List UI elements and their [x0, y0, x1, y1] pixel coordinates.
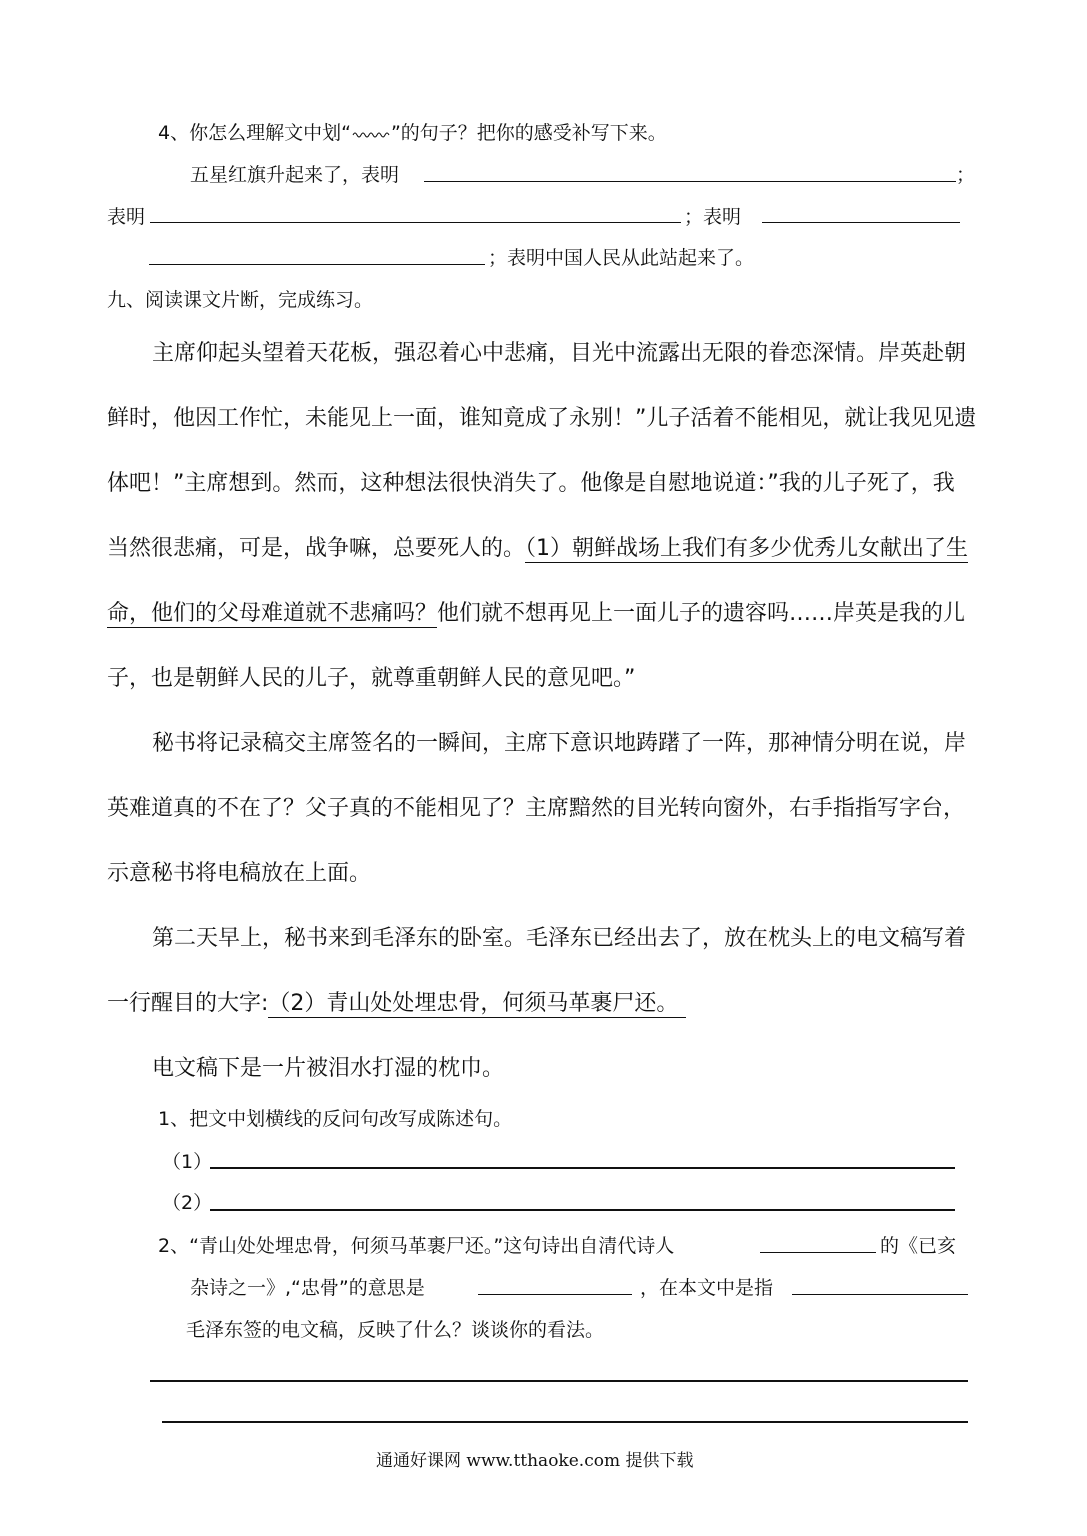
passage-line: 子，也是朝鲜人民的儿子，就尊重朝鲜人民的意见吧。”: [107, 666, 636, 691]
q4-line2-label: 表明: [107, 206, 146, 228]
section-heading: 九、阅读课文片断，完成练习。: [107, 289, 374, 311]
q2-line3: 毛泽东签的电文稿，反映了什么？谈谈你的看法。: [186, 1319, 605, 1341]
q1-answer-blank-2[interactable]: [210, 1209, 955, 1211]
passage-line: 秘书将记录稿交主席签名的一瞬间，主席下意识地踌躇了一阵，那神情分明在说，岸: [152, 731, 967, 756]
q2-answer-line-2[interactable]: [162, 1421, 968, 1423]
passage-line: 体吧！”主席想到。然而，这种想法很快消失了。他像是自慰地说道：”我的儿子死了，我: [107, 471, 955, 496]
passage-line: 当然很悲痛，可是，战争嘛，总要死人的。（1）朝鲜战场上我们有多少优秀儿女献出了生: [107, 536, 969, 561]
passage-line: 主席仰起头望着天花板，强忍着心中悲痛，目光中流露出无限的眷恋深情。岸英赴朝: [152, 341, 967, 366]
q1-answer-blank-1[interactable]: [210, 1167, 955, 1169]
q2-prompt-part1: 2、“青山处处埋忠骨，何须马革裹尸还。”这句诗出自清代诗人: [158, 1235, 675, 1257]
q4-answer-blank-1[interactable]: [424, 181, 956, 182]
q1-item-2-label: （2）: [162, 1192, 213, 1214]
q4-line2-mid: ；表明: [684, 206, 742, 228]
underlined-rhetorical-question-2: （2）青山处处埋忠骨，何须马革裹尸还。: [268, 991, 686, 1018]
q4-line1-end: ；: [956, 164, 976, 186]
passage-line: 一行醒目的大字:（2）青山处处埋忠骨，何须马革裹尸还。: [107, 986, 686, 1017]
q2-answer-line-1[interactable]: [150, 1380, 968, 1382]
q4-answer-blank-4[interactable]: [149, 264, 485, 265]
q2-prompt-part2: 的《已亥: [880, 1235, 957, 1257]
passage-line: 示意秘书将电稿放在上面。: [107, 861, 372, 886]
q2-line2-b: ，在本文中是指: [640, 1277, 774, 1299]
passage-line: 电文稿下是一片被泪水打湿的枕巾。: [152, 1056, 505, 1081]
passage-line: 第二天早上，秘书来到毛泽东的卧室。毛泽东已经出去了，放在枕头上的电文稿写着: [152, 926, 967, 951]
underlined-rhetorical-question-1: （1）朝鲜战场上我们有多少优秀儿女献出了生: [525, 536, 969, 561]
wavy-underline-icon: [351, 127, 391, 139]
q2-line2-a: 杂诗之一》,“忠骨”的意思是: [190, 1277, 425, 1299]
q2-poet-blank[interactable]: [760, 1252, 876, 1253]
q4-answer-blank-3[interactable]: [762, 222, 960, 223]
footer-credit: 通通好课网 www.tthaoke.com 提供下载: [376, 1451, 694, 1471]
q4-line1-label: 五星红旗升起来了，表明: [190, 164, 400, 186]
q4-line3-end: ；表明中国人民从此站起来了。: [488, 247, 755, 269]
q2-meaning-blank[interactable]: [478, 1294, 632, 1295]
passage-line: 英难道真的不在了？父子真的不能相见了？主席黯然的目光转向窗外，右手指指写字台，: [107, 796, 966, 821]
passage-line: 命，他们的父母难道就不悲痛吗？他们就不想再见上一面儿子的遗容吗……岸英是我的儿: [107, 601, 966, 626]
q4-answer-blank-2[interactable]: [150, 222, 681, 223]
passage-line: 鲜时，他因工作忙，未能见上一面，谁知竟成了永别！”儿子活着不能相见，就让我见见遗: [107, 406, 977, 431]
underlined-rhetorical-question-1-cont: 命，他们的父母难道就不悲痛吗？: [107, 601, 438, 626]
q1-prompt: 1、把文中划横线的反问句改写成陈述句。: [158, 1108, 513, 1130]
q4-prompt: 4、你怎么理解文中划“ ”的句子？把你的感受补写下来。: [158, 122, 667, 144]
q2-refers-blank[interactable]: [792, 1294, 968, 1295]
q1-item-1-label: （1）: [162, 1151, 213, 1173]
